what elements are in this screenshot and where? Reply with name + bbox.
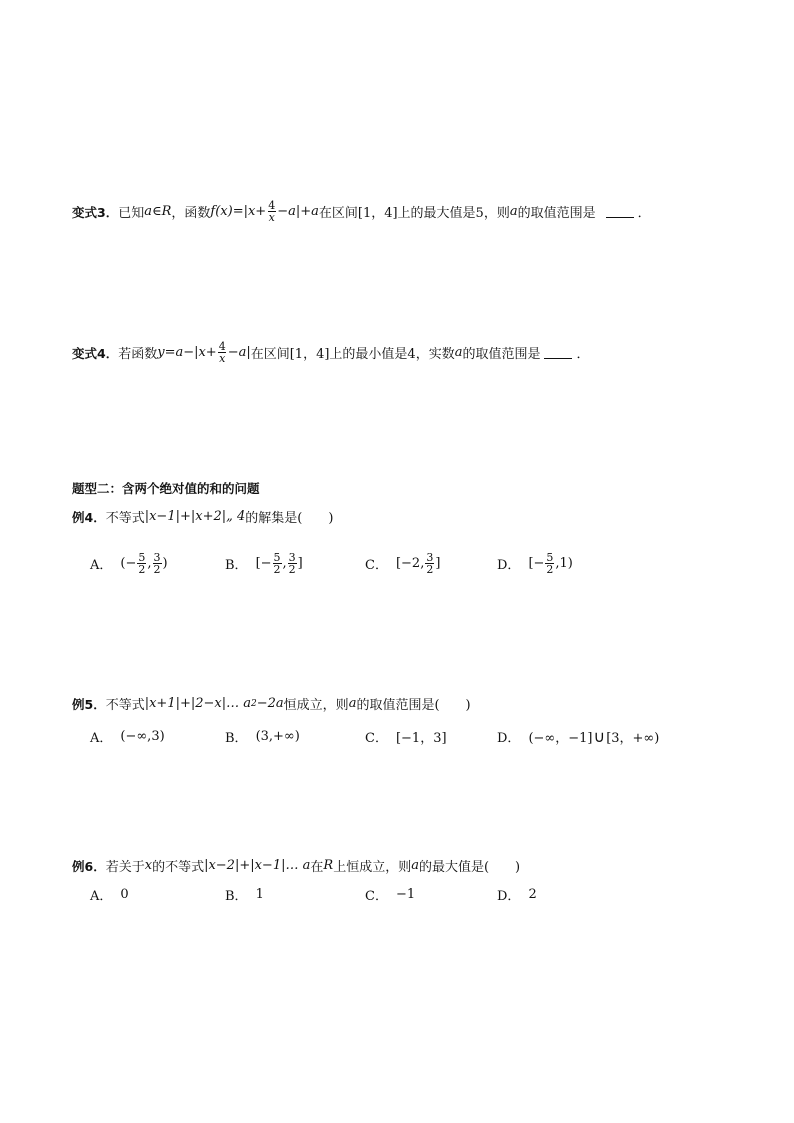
example5-math-3: a (348, 696, 357, 711)
example4-option-c[interactable]: C． [−2, $\frac{3}{2}$ ] (365, 551, 441, 576)
variant4-label: 变式4． (72, 345, 119, 361)
example6-text-1: 若关于 (105, 860, 145, 875)
variant3-label: 变式3． (72, 204, 119, 220)
variant3-text-1: 已知 (118, 206, 145, 221)
example6-math-2: |x−2|+|x−1|… a (204, 858, 311, 873)
variant4-math-2: −a| (227, 345, 251, 360)
example6-text-4: 上恒成立，则 (333, 860, 412, 875)
example4-option-a[interactable]: A． (− $\frac{5}{2}$ , $\frac{3}{2}$ ) (90, 551, 168, 576)
example6-math-3: R (323, 858, 334, 873)
example4-text-1: 不等式 (105, 511, 145, 526)
example4-option-b[interactable]: B． [− $\frac{5}{2}$ , $\frac{3}{2}$ ] (225, 551, 303, 576)
variant4-question (72, 341, 590, 364)
variant3-question (72, 200, 651, 223)
example5-text-3: 的取值范围是( ) (356, 698, 471, 713)
union-symbol: ∪ (593, 727, 606, 746)
variant3-text-4: 的取值范围是 (517, 206, 596, 221)
variant3-text-3: 在区间[1，4]上的最大值是5，则 (318, 206, 510, 221)
variant3-math-3: −a|+a (277, 204, 319, 219)
example6-text-2: 的不等式 (152, 860, 205, 875)
variant3-math-4: a (509, 204, 518, 219)
example5-option-b[interactable]: B． (3,+∞) (225, 729, 300, 746)
variant3-text-5: ． (637, 206, 651, 221)
example4-question (72, 507, 333, 526)
example4-text-2: 的解集是( ) (245, 511, 334, 526)
example5-option-a[interactable]: A． (−∞,3) (90, 729, 165, 746)
variant4-text-4: ． (576, 347, 590, 362)
variant4-math-1: y=a−|x+ (157, 345, 217, 360)
variant3-text-2: ，函数 (171, 206, 211, 221)
variant3-math-2: f(x)=|x+ (210, 204, 267, 219)
example6-text-3: 在 (310, 860, 324, 875)
variant4-fraction: $\frac{4}{x}$ (218, 340, 226, 365)
variant4-text-2: 在区间[1，4]上的最小值是4，实数 (250, 347, 455, 362)
section-title: 题型二：含两个绝对值的和的问题 (72, 481, 260, 496)
example5-superscript: 2 (251, 698, 257, 709)
example6-question (72, 856, 520, 875)
example5-option-c[interactable]: C． [−1，3] (365, 731, 447, 746)
example5-question (72, 694, 471, 713)
example5-text-1: 不等式 (105, 698, 145, 713)
example6-math-4: a (411, 858, 419, 873)
example5-text-2: 恒成立，则 (283, 698, 349, 713)
variant3-math-1: a∈R (144, 204, 172, 219)
example5-option-d[interactable]: D． (−∞，−1] ∪ [3，+∞) (497, 727, 660, 746)
example6-math-1: x (144, 858, 153, 873)
example6-text-5: 的最大值是( ) (418, 860, 521, 875)
example4-label: 例4． (72, 509, 106, 525)
variant4-math-3: a (454, 345, 463, 360)
variant4-text-1: 若函数 (118, 347, 158, 362)
example4-math-1: |x−1|+|x+2|„ 4 (144, 509, 246, 524)
variant4-answer-blank[interactable] (544, 346, 572, 359)
example6-option-d[interactable]: D． 2 (497, 887, 537, 904)
variant3-fraction: $\frac{4}{x}$ (268, 199, 276, 224)
variant3-answer-blank[interactable] (606, 205, 634, 218)
variant4-text-3: 的取值范围是 (462, 347, 541, 362)
example6-option-b[interactable]: B． 1 (225, 887, 264, 904)
example6-option-a[interactable]: A． 0 (90, 887, 129, 904)
example4-option-d[interactable]: D． [− $\frac{5}{2}$ ,1) (497, 551, 573, 576)
example5-math-2: −2a (256, 696, 284, 711)
example6-label: 例6． (72, 858, 106, 874)
example5-math-1: |x+1|+|2−x|… a (144, 696, 252, 711)
example5-label: 例5． (72, 696, 106, 712)
example6-option-c[interactable]: C． −1 (365, 887, 416, 904)
